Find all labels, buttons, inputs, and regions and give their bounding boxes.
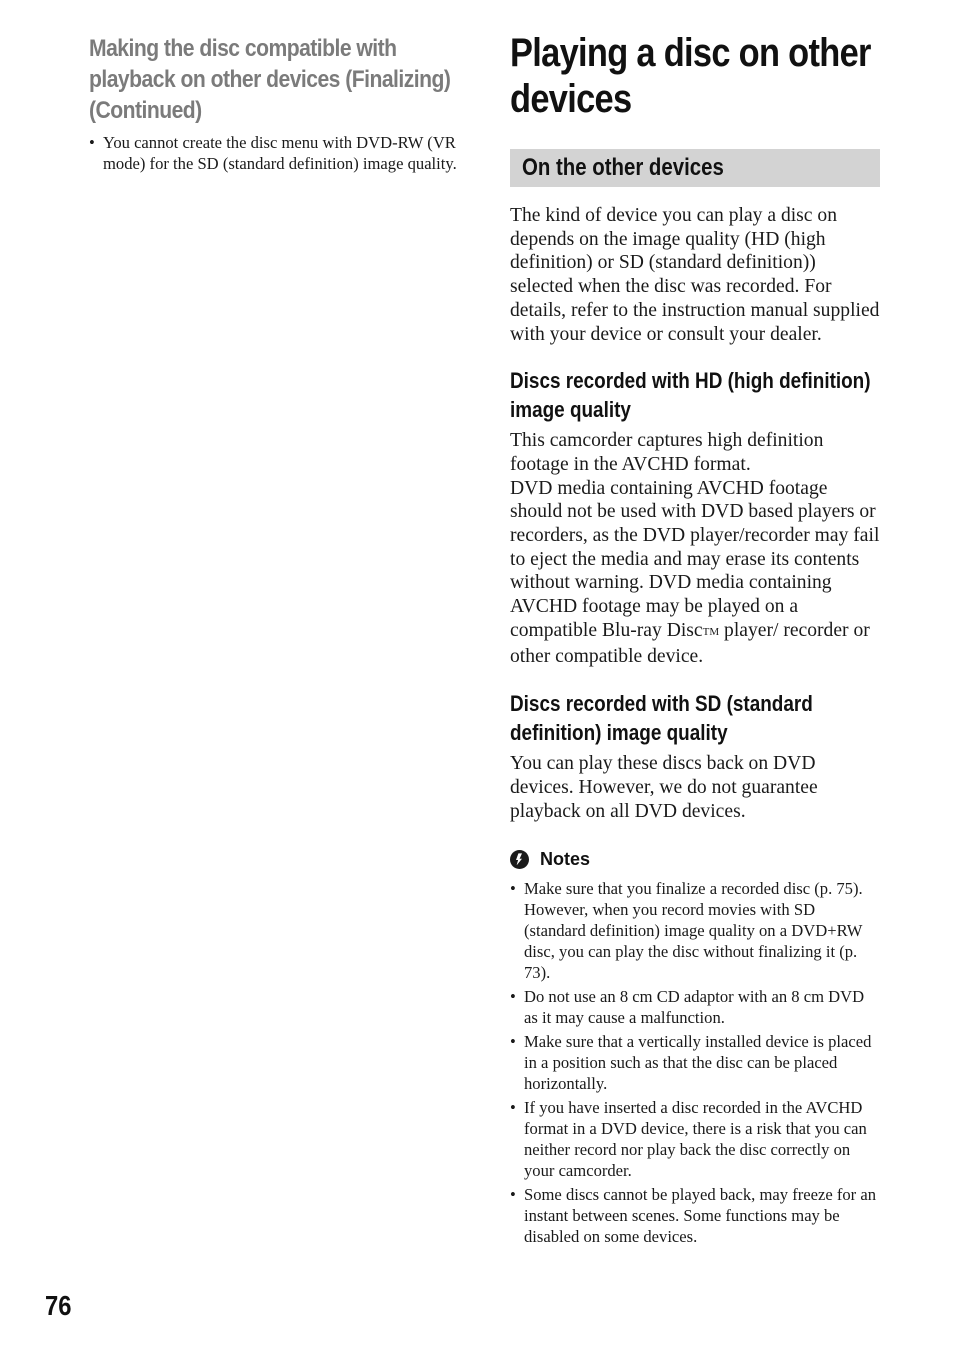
intro-paragraph: The kind of device you can play a disc on depends on the image quality (HD (high definition) or SD (standard definition)) selected when the disc was recorded. For details, refer to the instruction manual supplied with your device or consult your dealer.	[510, 205, 880, 345]
section-title: On the other devices	[522, 154, 724, 181]
hd-paragraph	[510, 429, 880, 668]
hd-line-2-end: player/ recorder or other compatible device.	[510, 619, 870, 667]
note-item: • Some discs cannot be played back, may freeze for an instant between scenes. Some functions may be disabled on some devices.	[510, 1184, 880, 1247]
left-column	[89, 30, 464, 174]
hd-line-2: DVD media containing AVCHD footage should not be used with DVD based players or recorders, as the DVD player/recorder may fail to eject the media and may erase its contents without warning. DVD media containing AVCHD footage may be played on a compatible Blu-ray Disc	[510, 477, 880, 641]
right-column	[510, 30, 880, 1250]
hd-line-1: This camcorder captures high definition footage in the AVCHD format.	[510, 430, 824, 475]
page-title: Playing a disc on other devices	[510, 31, 871, 121]
notes-bolt-icon	[510, 850, 529, 869]
notes-heading	[510, 849, 880, 870]
section-title-bar	[510, 149, 880, 187]
sd-heading: Discs recorded with SD (standard definition) image quality	[510, 691, 813, 746]
note-item: • Make sure that you finalize a recorded disc (p. 75). However, when you record movies with SD (standard definition) image quality on a DVD+RW disc, you can play the disc without finalizing it (p. 73).	[510, 878, 880, 983]
hd-heading: Discs recorded with HD (high definition) image quality	[510, 368, 871, 423]
page-number: 76	[45, 1290, 72, 1321]
left-bullet-item: • You cannot create the disc menu with DVD-RW (VR mode) for the SD (standard definition) image quality.	[89, 132, 464, 174]
note-item: • Do not use an 8 cm CD adaptor with an 8 cm DVD as it may cause a malfunction.	[510, 986, 880, 1028]
sd-paragraph: You can play these discs back on DVD devices. However, we do not guarantee playback on all DVD devices.	[510, 753, 818, 822]
notes-label: Notes	[540, 849, 591, 870]
continued-heading: Making the disc compatible with playback on other devices (Finalizing) (Continued)	[89, 35, 451, 124]
note-item: • Make sure that a vertically installed device is placed in a position such as that the disc can be placed horizontally.	[510, 1031, 880, 1094]
note-item: • If you have inserted a disc recorded in the AVCHD format in a DVD device, there is a risk that you can neither record nor play back the disc correctly on your camcorder.	[510, 1097, 880, 1181]
trademark-mark: TM	[702, 625, 720, 638]
notes-list	[510, 878, 880, 1247]
left-bullet-list	[89, 132, 464, 174]
